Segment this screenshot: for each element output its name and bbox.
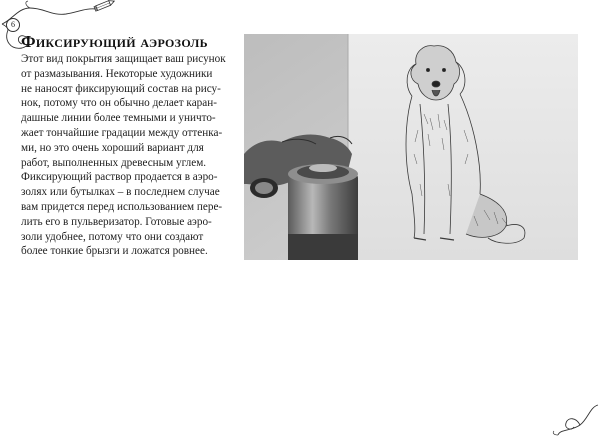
text-line: ми, но это очень хороший вариант для	[21, 141, 204, 154]
text-line: дашные линии более темными и уничто-	[21, 112, 216, 125]
text-line: не наносят фиксирующий состав на рису-	[21, 82, 221, 95]
fixative-spray-photo	[244, 34, 578, 260]
text-line: вам придется перед использованием пере-	[21, 200, 223, 213]
swirl-ornament-icon	[550, 399, 600, 439]
text-line: от размазывания. Некоторые художники	[21, 67, 213, 80]
text-line: золи удобнее, потому что они создают	[21, 230, 204, 243]
text-line: Этот вид покрытия защищает ваш рисунок	[21, 53, 226, 65]
body-paragraph	[21, 52, 237, 259]
text-line: нок, потому что он обычно делает каран-	[21, 97, 217, 110]
text-line: золях или бутылках – в последнем случае	[21, 186, 220, 199]
page-number: 6	[6, 18, 20, 32]
text-line: более тонкие брызги и ложатся ровнее.	[21, 245, 208, 258]
text-line: жает тончайшие градации между оттенка-	[21, 126, 223, 139]
text-line: Фиксирующий раствор продается в аэро-	[21, 171, 218, 184]
section-title: Фиксирующий аэрозоль	[21, 32, 208, 51]
photo-illustration	[244, 34, 578, 260]
text-line: лить его в пульверизатор. Готовые аэро-	[21, 215, 212, 228]
text-line: работ, выполненных древесным углем.	[21, 156, 207, 169]
